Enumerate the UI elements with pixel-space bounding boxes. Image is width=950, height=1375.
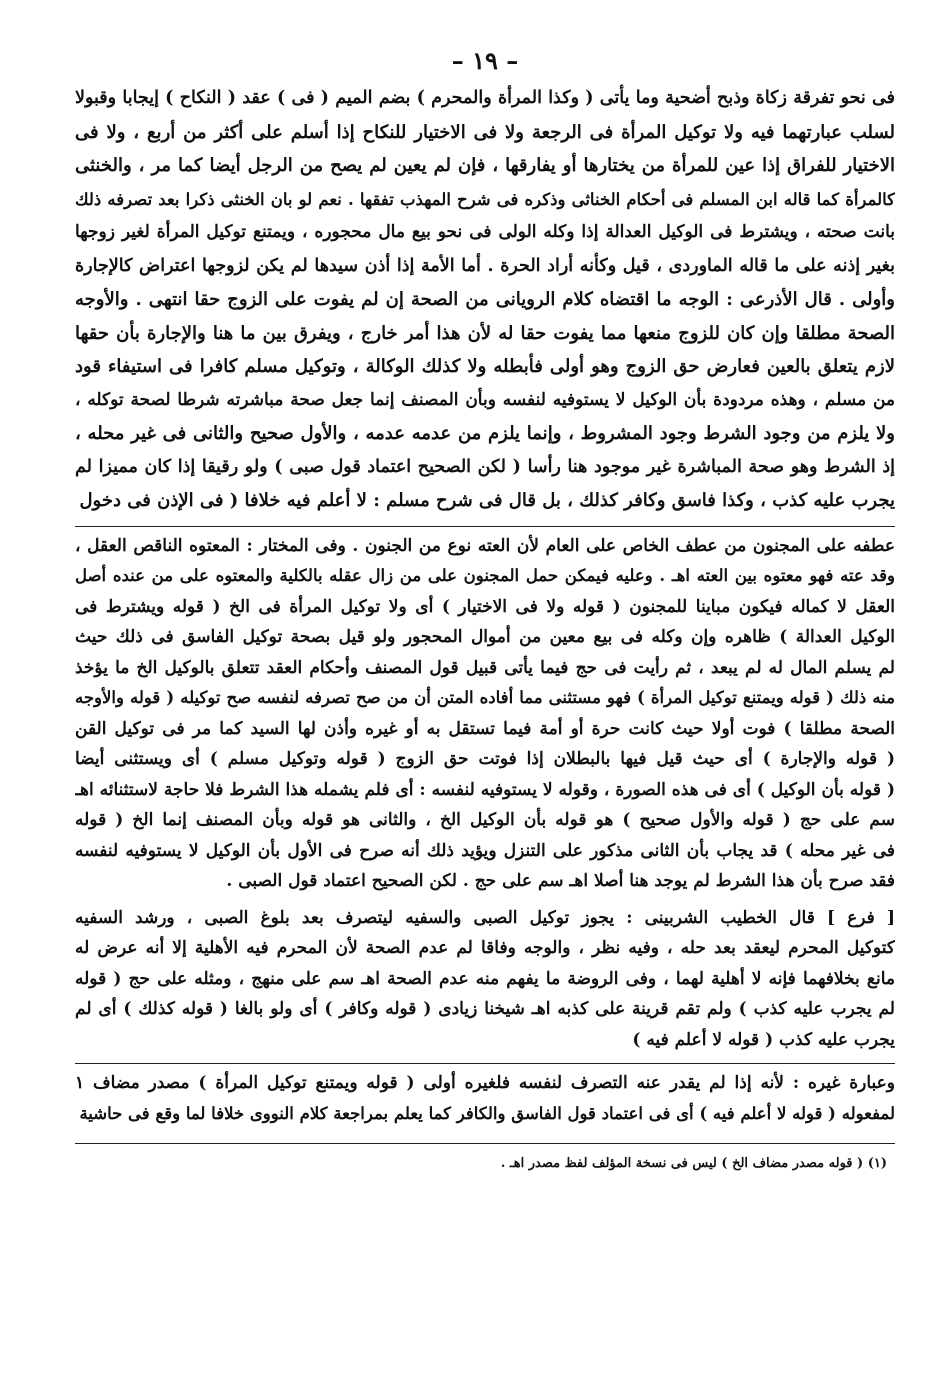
- fara-line: يجرب عليه كذب ( قوله لا أعلم فيه ): [632, 1029, 895, 1050]
- main-line: لسلب عبارتهما فيه ولا توكيل المرأة فى الرجعة ولا فى الاختيار للنكاح إذا أسلم على أكثر من أربع ، ولا فى: [75, 121, 895, 143]
- main-line: من مسلم ، وهذه مردودة بأن الوكيل لا يستوفيه لنفسه وبأن المصنف إنما جعل صحة مباشرته شرطا لصحة توكله ،: [75, 389, 895, 410]
- continuation-line: لمفعوله ( قوله لا أعلم فيه ) أى فى اعتماد قول الفاسق والكافر كما يعلم بمراجعة كلام النووى خلافا لما وقع فى حاشية: [79, 1103, 895, 1123]
- continuation-divider: [75, 1063, 895, 1064]
- commentary-line: سم على حج ( قوله والأول صحيح ) هو قوله بأن الوكيل الخ ، والثانى هو قوله وبأن المصنف إنما الخ ( قوله: [75, 810, 895, 830]
- commentary-line: الوكيل العدالة ) ظاهره وإن وكله فى بيع معين من أموال المحجور ولو قيل بصحة توكيل الفاسق فى ذلك حيث: [75, 627, 895, 647]
- continuation-line: وعبارة غيره : لأنه إذا لم يقدر عنه التصرف لنفسه فلغيره أولى ( قوله ويمتنع توكيل المرأة ) مصدر مضاف ١: [75, 1073, 895, 1093]
- main-line: فى نحو تفرقة زكاة وذبح أضحية وما يأتى ( وكذا المرأة والمحرم ) بضم الميم ( فى ) عقد ( النكاح ) إيجابا وقبولا: [75, 88, 895, 108]
- commentary-line: الصحة مطلقا ) فوت أولا حيث كانت حرة أو أمة فيما تستقل به أو غيره وأذن لها السيد كما مر فى توكيل القن: [75, 718, 895, 739]
- main-line: لازم يتعلق بالعين فعارض حق الزوج وهو أولى فأبطله ولا كذلك الوكالة ، وتوكيل مسلم كافرا فى استيفاء قود: [75, 356, 895, 377]
- main-line: بغير إذنه على ما قاله الماوردى ، قيل وكأنه أراد الحرة . أما الأمة إذا أذن سيدها لم يكن لزوجها اعتراض كالإجارة: [75, 255, 895, 276]
- main-line: كالمرأة كما قاله ابن المسلم فى أحكام الخناثى وذكره فى شرح المهذب تفقها . نعم لو بان الخنثى ذكرا بعد تصرفه ذلك: [75, 189, 895, 209]
- main-line: الاختيار للفراق إذا عين للمرأة من يختارها أو يفارقها ، فإن لم يعين لم يصح من الرجل أيضا كما مر ، والخنثى: [75, 155, 895, 176]
- fara-line: لم يجرب عليه كذب ) ولم تقم قرينة على كذبه اهـ شيخنا زيادى ( قوله وكافر ) أى ولو بالغا ( قوله كذلك ) أى لم: [75, 999, 895, 1019]
- fara-line: كتوكيل المحرم ليعقد بعد حله ، وفيه نظر ، والوجه وفاقا لم عدم الصحة لأن المحرم فيه الأهلية إلا أنه عرض له: [75, 938, 895, 958]
- footnote-line: (١) ( قوله مصدر مضاف الخ ) ليس فى نسخة المؤلف لفظ مصدر اهـ .: [500, 1156, 887, 1171]
- main-divider: [75, 526, 895, 527]
- main-text: [75, 82, 895, 518]
- commentary-line: وقد عته فهو معتوه بين العته اهـ . وعليه فيمكن حمل المجنون على من زال عقله بالكلية والمعتوه على من عنده أصل: [75, 566, 895, 585]
- page: [75, 40, 895, 1176]
- main-line: يجرب عليه كذب ، وكذا فاسق وكافر كذلك ، بل قال فى شرح مسلم : لا أعلم فيه خلافا ( فى الإذن فى دخول: [79, 490, 895, 511]
- main-line: ولا يلزم من وجود الشرط وجود المشروط ، وإنما يلزم من عدمه عدمه ، والأول صحيح والثانى فى غير محله ،: [75, 423, 895, 444]
- footnote-divider: [75, 1143, 895, 1144]
- page-number: – ١٩ –: [451, 46, 519, 75]
- commentary-line: لم يسلم المال له لم يبعد ، ثم رأيت فى حج فيما يأتى قبيل قول المصنف وأحكام العقد تتعلق بالوكيل الخ ما يؤخذ: [75, 657, 895, 678]
- main-line: الصحة مطلقا وإن كان للزوج منعها مما يفوت حقا له لأن هذا أمر خارج ، ويفرق بين ما هنا والإجارة بأن حقها: [75, 322, 895, 344]
- commentary-text: [75, 531, 895, 1056]
- main-line: بانت صحته ، ويشترط فى الوكيل العدالة إذا وكله الولى فى نحو بيع مال محجوره ، ويمتنع توكيل المرأة لغير زوجها: [75, 222, 895, 242]
- commentary-line: فقد صرح بأن هذا الشرط لم يوجد هنا أصلا اهـ سم على حج . لكن الصحيح اعتماد قول الصبى .: [226, 871, 895, 891]
- footnote: [75, 1152, 895, 1176]
- commentary-line: ( قوله والإجارة ) أى حيث قيل فيها بالبطلان إذا فوتت حق الزوج ( قوله وتوكيل مسلم ) أى ويستثنى أيضا: [75, 749, 895, 769]
- main-line: وأولى . قال الأذرعى : الوجه ما اقتضاه كلام الرويانى من الصحة إن لم يفوت على الزوج حقا انتهى . والأوجه: [75, 289, 895, 310]
- commentary-line: عطفه على المجنون من عطف الخاص على العام لأن العته نوع من الجنون . وفى المختار : المعتوه الناقص العقل ،: [75, 535, 895, 556]
- commentary-line: فى غير محله ) قد يجاب بأن الثانى مذكور على التنزل ويؤيد ذلك أنه صرح فى الأول بأن الوكيل لا يستوفيه لنفسه: [75, 840, 895, 861]
- commentary-line: ( قوله بأن الوكيل ) أى فى هذه الصورة ، وقوله لا يستوفيه لنفسه : أى فلم يشمله هذا الشرط فلا حاجة لاستثنائه اهـ: [75, 779, 895, 800]
- continuation-text: [75, 1068, 895, 1129]
- fara-line: مانع بخلافهما فإنه لا أهلية لهما ، وفى الروضة ما يفهم منه عدم الصحة اهـ سم على منهج ، ومثله على حج ( قوله: [75, 968, 895, 989]
- commentary-line: العقل لا كماله فيكون مباينا للمجنون ( قوله ولا فى الاختيار ) أى ولا توكيل المرأة فى الخ ( قوله ويشترط فى: [75, 596, 895, 617]
- fara-line: [ فرع ] قال الخطيب الشربينى : يجوز توكيل الصبى والسفيه ليتصرف بعد بلوغ الصبى ، ورشد السفيه: [75, 907, 895, 928]
- main-line: إذ الشرط وهو صحة المباشرة غير موجود هنا رأسا ( لكن الصحيح اعتماد قول صبى ) ولو رقيقا إذا كان مميزا لم: [75, 456, 895, 477]
- commentary-line: منه ذلك ( قوله ويمتنع توكيل المرأة ) فهو مستثنى مما أفاده المتن أن من صح تصرفه لنفسه صح توكيله ( قوله والأوجه: [75, 688, 895, 707]
